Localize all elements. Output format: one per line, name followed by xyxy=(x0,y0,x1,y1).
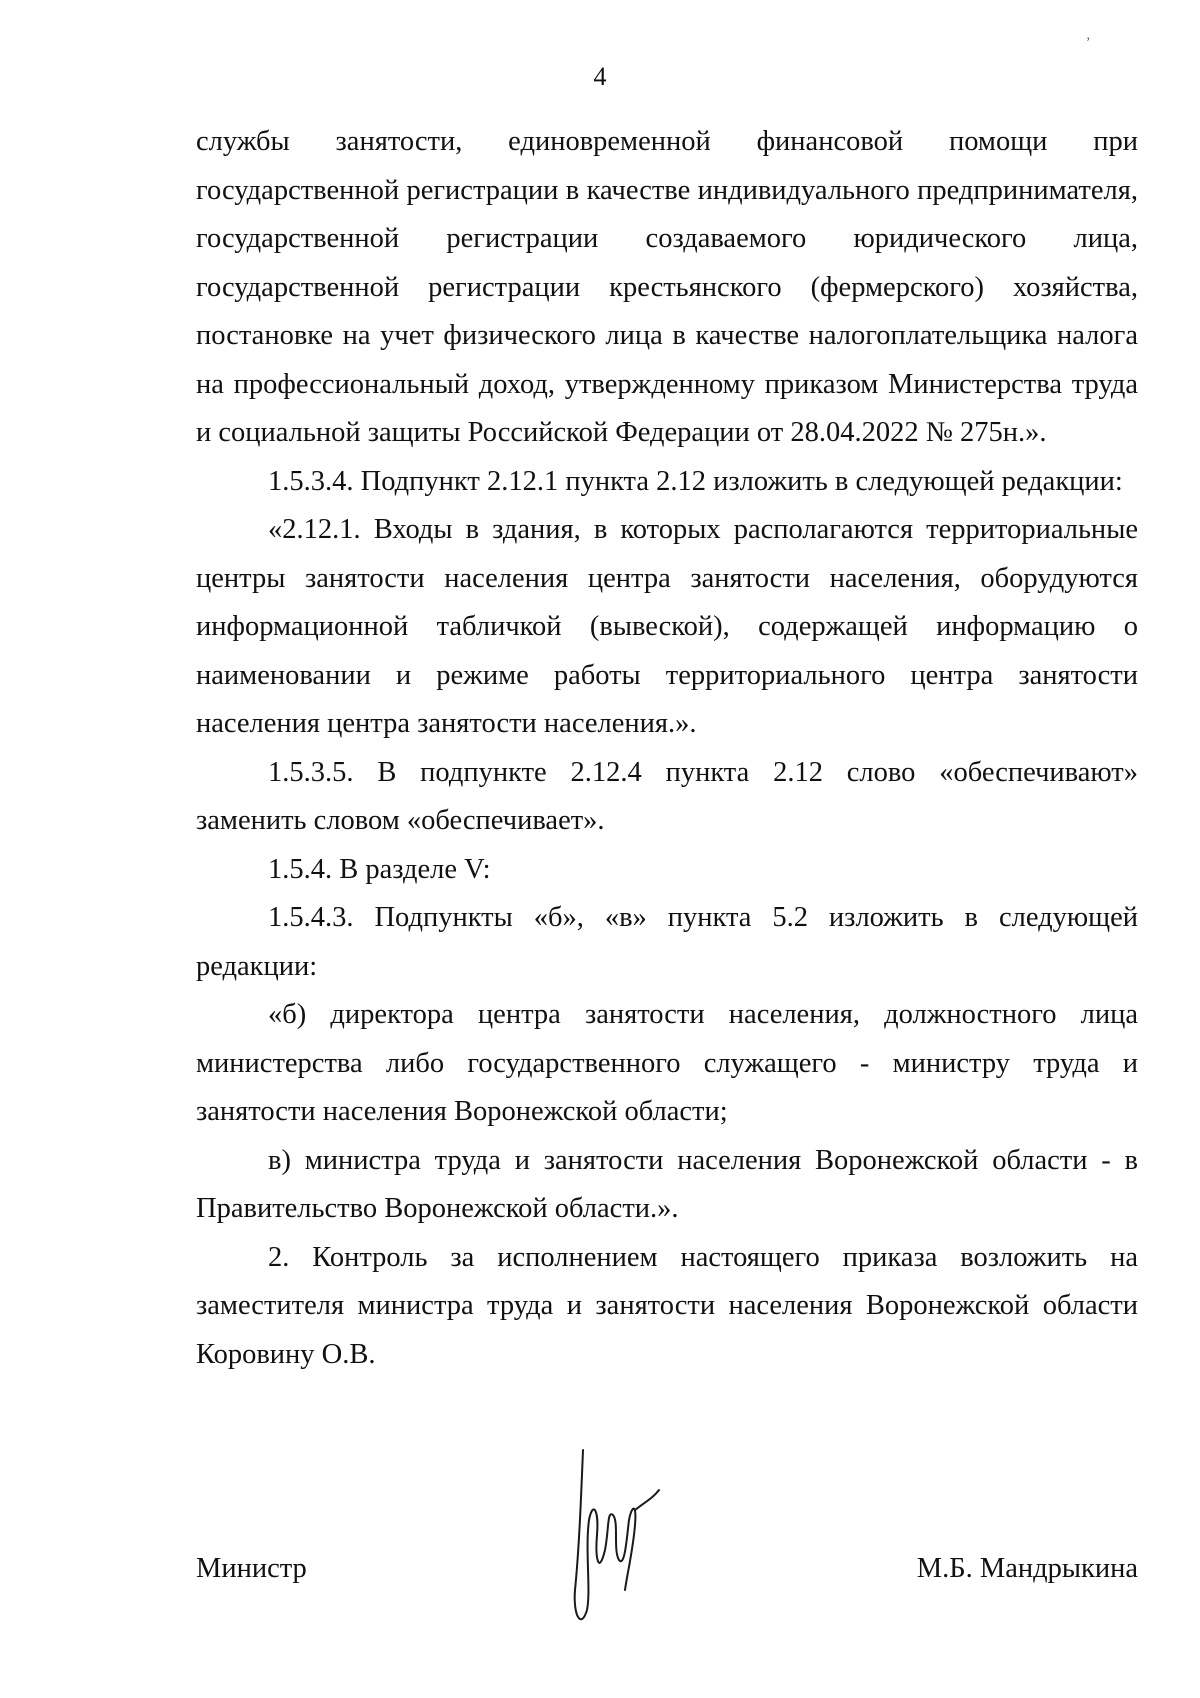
signatory-title: Министр xyxy=(196,1553,307,1584)
paragraph-1-5-4: 1.5.4. В разделе V: xyxy=(268,853,491,885)
paragraph-item-v: в) министра труда и занятости населения Воронежской области - в Правительство Воронежской области.». xyxy=(196,1144,1138,1224)
paragraph-1-5-3-5: 1.5.3.5. В подпункте 2.12.4 пункта 2.12 слово «обеспечивают» заменить словом «обеспечивает». xyxy=(196,756,1138,836)
document-body xyxy=(196,118,1138,1379)
paragraph-item-b: «б) директора центра занятости населения, должностного лица министерства либо государственного служащего - министру труда и занятости населения Воронежской области; xyxy=(196,999,1138,1127)
paragraph-2-12-1: «2.12.1. Входы в здания, в которых располагаются территориальные центры занятости населения центра занятости населения, оборудуются информационной табличкой (вывеской), содержащей информацию о наименовании и режиме работы территориального центра занятости населения центра занятости населения.». xyxy=(196,514,1138,739)
handwritten-signature xyxy=(555,1440,675,1635)
paragraph-continuation: службы занятости, единовременной финансовой помощи при государственной регистрации в качестве индивидуального предпринимателя, государственной регистрации создаваемого юридического лица, государственной регистрации крестьянского (фермерского) хозяйства, постановке на учет физического лица в качестве налогоплательщика налога на профессиональный доход, утвержденному приказом Министерства труда и социальной защиты Российской Федерации от 28.04.2022 № 275н.». xyxy=(196,126,1138,448)
paragraph-1-5-3-4: 1.5.3.4. Подпункт 2.12.1 пункта 2.12 изложить в следующей редакции: xyxy=(268,465,1123,497)
signatory-name: М.Б. Мандрыкина xyxy=(916,1553,1138,1584)
corner-mark: , xyxy=(1086,28,1090,43)
paragraph-control: 2. Контроль за исполнением настоящего приказа возложить на заместителя министра труда и занятости населения Воронежской области Коровину О.В. xyxy=(196,1241,1138,1370)
page-number: 4 xyxy=(593,62,607,91)
paragraph-1-5-4-3: 1.5.4.3. Подпункты «б», «в» пункта 5.2 изложить в следующей редакции: xyxy=(196,902,1138,982)
